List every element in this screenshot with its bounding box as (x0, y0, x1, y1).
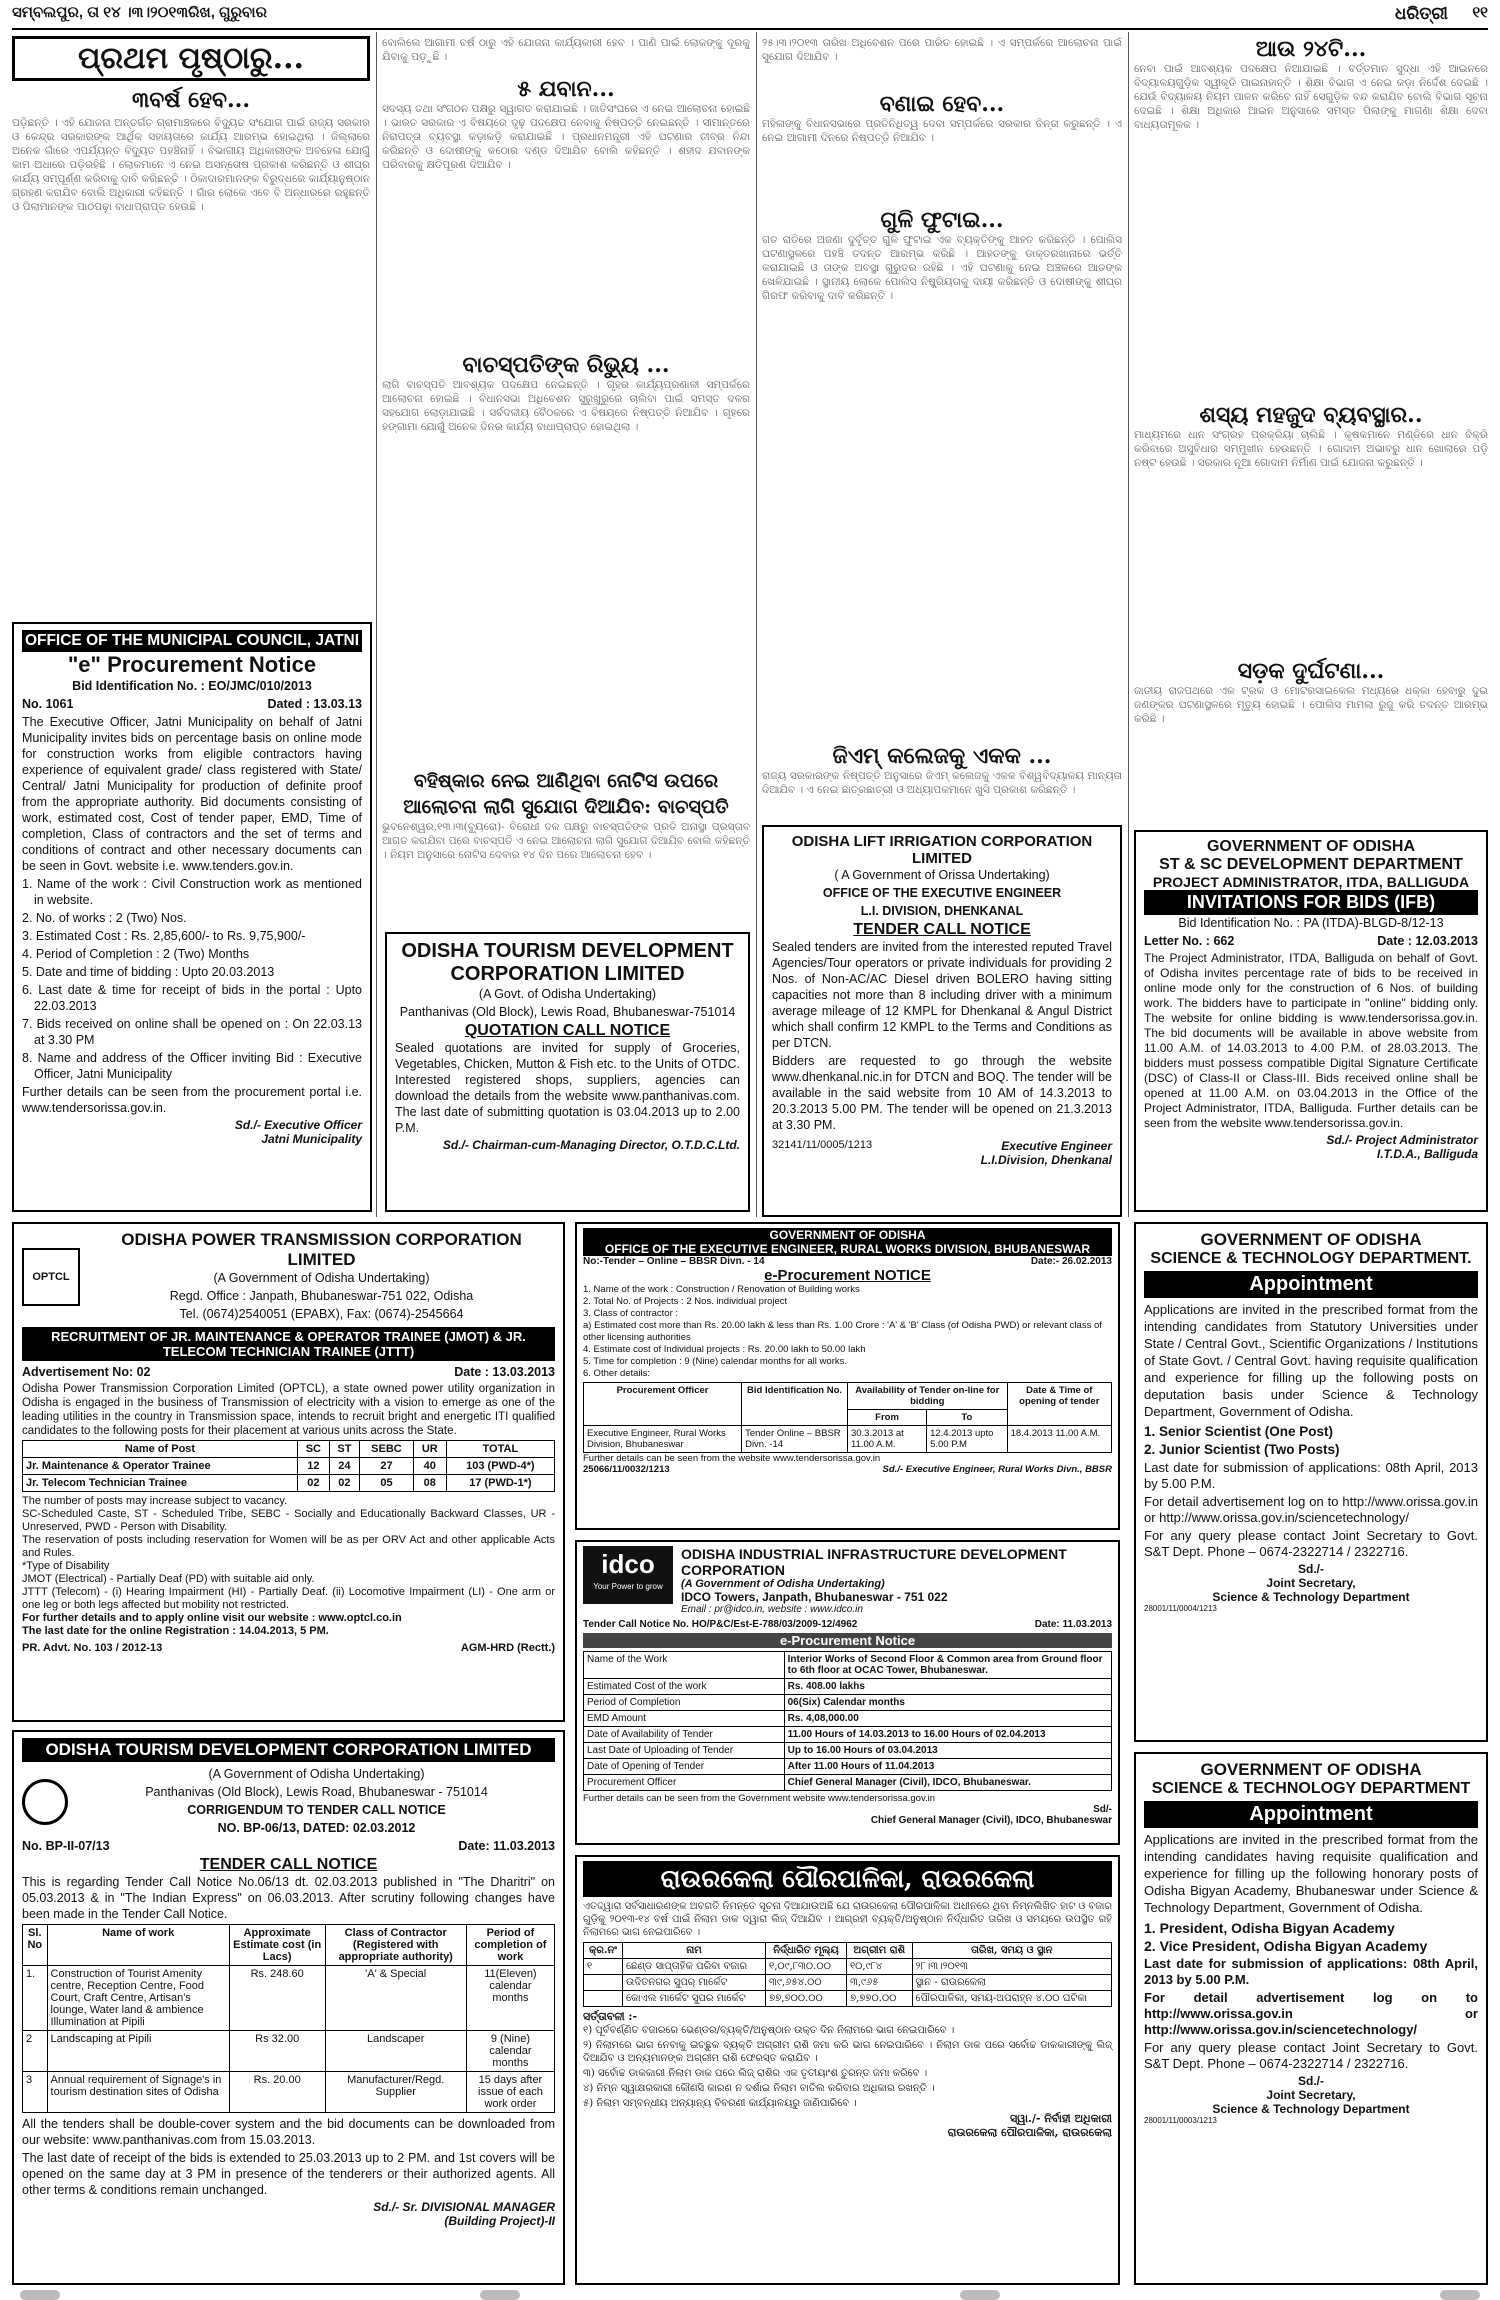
optcl-th: TOTAL (446, 1441, 554, 1458)
optcl-note: For further details and to apply online visit our website : www.optcl.co.in (22, 1612, 402, 1624)
col2-body0: ବୋଲିଲେ ଆଗାମୀ ବର୍ଷ ଠାରୁ ଏହି ଯୋଜନା କାର୍ଯ୍ୟକାରୀ ହେବ । ପାଣି ପାଇଁ ଲୋକଙ୍କୁ ଦୂରକୁ ଯିବାକୁ ପଡ଼ୁଛି । (382, 37, 750, 63)
table-cell: ପୌରପାଳିକା, ସମୟ-ଅପରାହ୍ନ ୪.୦୦ ଘଟିକା (912, 1991, 1111, 2007)
idco-label: Date of Opening of Tender (584, 1759, 785, 1775)
st1-sign-3: Science & Technology Department (1212, 1590, 1410, 1604)
otdc-body: Sealed quotations are invited for supply of Groceries, Vegetables, Chicken, Mutton & Fish etc. to the Units of OTDC. Interested registered shops, suppliers, agencies can download the details from the website www.panthanivas.com. The last date of submitting quotation is 03.04.2013 up to 2.00 P.M. (395, 1041, 740, 1135)
optcl-tel: Tel. (0674)2540051 (EPABX), Fax: (0674)-2545664 (179, 1307, 464, 1321)
st1-post-2: 2. Junior Scientist (Two Posts) (1144, 1442, 1340, 1457)
optcl-note: The last date for the online Registration : 14.04.2013, 5 PM. (22, 1625, 329, 1637)
col3-body1: ମହିଳାଙ୍କୁ ବିଧାନସଭାରେ ପ୍ରତିନିଧିତ୍ୱ ଦେବା ସମ୍ପର୍କରେ ସରକାର ଚିନ୍ତା କରୁଛନ୍ତି । ଏ ନେଇ ଆଗାମୀ ଦିନରେ ନିଷ୍ପତ୍ତି ନିଆଯିବ । (762, 118, 1122, 144)
st2-sign-2: Joint Secretary, (1266, 2088, 1356, 2102)
table-cell: ୭୭,୭୦୦.୦୦ (766, 1991, 847, 2007)
col2-body2: ଲାଗି ବାଚସ୍ପତି ଆବଶ୍ୟକ ପଦକ୍ଷେପ ନେଇଛନ୍ତି । ଗୃହର କାର୍ଯ୍ୟପ୍ରଣାଳୀ ସମ୍ପର୍କରେ ଆଲୋଚନା ହୋଇଛି । ବିଧାନସଭା ଅଧିବେଶନ ସୁରୁଖୁରୁରେ ଚାଲିବା ପାଇଁ ସମସ୍ତ ଦଳର ସହଯୋଗ ଲୋଡ଼ାଯାଇଛି । ସର୍ବଦଳୀୟ ବୈଠକରେ ଏ ବିଷୟରେ ନିଷ୍ପତ୍ତି ନିଆଯିବ । ଗୃହରେ ହଙ୍ଗାମା ଯୋଗୁଁ ଅନେକ ଦିନର କାର୍ଯ୍ୟ ବାଧାପ୍ରାପ୍ତ ହୋଇଥିଲା । (382, 379, 750, 433)
rw-item: 3. Class of contractor : (583, 1308, 679, 1319)
optcl-note: JTTT (Telecom) - (i) Hearing Impairment (HI) - Partially Deaf. (ii) Locomotive Impairment (LI) - One arm or one leg or both legs affected but mobility not restricted. (22, 1586, 555, 1611)
st2-post-2: 2. Vice President, Odisha Bigyan Academy (1144, 1938, 1428, 1954)
column-1 (12, 36, 370, 616)
table-row (584, 1727, 1112, 1743)
st1-org2: SCIENCE & TECHNOLOGY DEPARTMENT. (1150, 1250, 1472, 1267)
table-cell: 40 (413, 1458, 446, 1475)
jatni-bid-id: Bid Identification No. : EO/JMC/010/2013 (72, 679, 312, 693)
optcl-sign: AGM-HRD (Rectt.) (460, 1642, 555, 1654)
rkl-th: ତାରିଖ, ସମୟ ଓ ସ୍ଥାନ (912, 1943, 1111, 1959)
table-row (23, 2031, 555, 2072)
jatni-municipal-notice (12, 622, 372, 1212)
otdc2-header-row (23, 1925, 555, 1966)
otdc2-th: Period of completion of work (466, 1925, 554, 1966)
rkl-condition: ୪) ନିମ୍ନ ସ୍ୱାକ୍ଷରକାରୀ କୌଣସି କାରଣ ନ ଦର୍ଶାଇ ନିଲାମ ବାତିଲ କରିବାର ଅଧିକାର ରଖନ୍ତି । (583, 2083, 935, 2094)
lift-title: TENDER CALL NOTICE (853, 921, 1031, 938)
table-cell: ସ୍ଥାନ - ରାଉରକେଲା (912, 1975, 1111, 1991)
st1-org1: GOVERNMENT OF ODISHA (1200, 1230, 1422, 1249)
headline-expulsion-notice: ବହିଷ୍କାର ନେଇ ଆଣିଥିବା ନୋଟିସ ଉପରେ ଆଲୋଚନା ଲାଗି ସୁଯୋଗ ଦିଆଯିବ: ବାଚସ୍ପତି (403, 770, 729, 818)
front-page-continued-title: ପ୍ରଥମ ପୃଷ୍ଠାରୁ... (12, 36, 370, 81)
otdc2-b1: All the tenders shall be double-cover system and the bid documents can be downloaded from our website: www.panthanivas.com from 15.03.2013. (22, 2117, 555, 2147)
table-row (584, 1679, 1112, 1695)
optcl-adv: Advertisement No: 02 (22, 1365, 151, 1379)
lift-sub: ( A Government of Orissa Undertaking) (834, 868, 1050, 882)
rkl-th: କ୍ର.ନଂ (584, 1943, 623, 1959)
table-cell: Manufacturer/Regd. Supplier (325, 2072, 466, 2113)
table-cell: 12 (297, 1458, 329, 1475)
col3-body0: ୨୫।୩।୨୦୧୩ ତାରିଖ ଅଧିବେଶନ ପରେ ପାରିତ ହୋଇଛି । ଏ ସମ୍ପର୍କରେ ଆଲୋଚନା ପାଇଁ ସୁଯୋଗ ଦିଆଯିବ । (762, 37, 1122, 63)
rkl-th: ନିର୍ଦ୍ଧାରିତ ମୂଲ୍ୟ (766, 1943, 847, 1959)
itda-org2: ST & SC DEVELOPMENT DEPARTMENT (1159, 856, 1463, 873)
idco-value: Interior Works of Second Floor & Common area from Ground floor to 6th floor at OCAC Tower, Bhubaneswar. (784, 1652, 1111, 1679)
idco-label: EMD Amount (584, 1711, 785, 1727)
table-cell: ଉଦିତନଗର ସୁପର୍ ମାର୍କେଟ (623, 1975, 766, 1991)
jatni-dated: Dated : 13.03.13 (267, 697, 362, 711)
headline-5-jawans: ୫ ଯବାନ... (517, 76, 615, 102)
idco-title: e-Procurement Notice (583, 1633, 1112, 1648)
table-cell: 3 (23, 2072, 48, 2113)
jatni-item: 3. Estimated Cost : Rs. 2,85,600/- to Rs. 9,75,900/- (22, 929, 306, 943)
rw-sign: Sd./- Executive Engineer, Rural Works Divn., BBSR (882, 1464, 1112, 1475)
otdc2-th: Class of Contractor (Registered with appropriate authority) (325, 1925, 466, 1966)
table-cell: Construction of Tourist Amenity centre, Reception Centre, Food Court, Craft Centre, Artisan's lounge, Water land & ambience Illumination at Pipili (47, 1966, 229, 2031)
itda-org1: GOVERNMENT OF ODISHA (1206, 838, 1415, 855)
optcl-padv: PR. Advt. No. 103 / 2012-13 (22, 1642, 163, 1654)
table-row (584, 1775, 1112, 1791)
page-number: ୧୧ (1472, 4, 1488, 21)
column-2 (382, 36, 750, 880)
jatni-sign-2: Jatni Municipality (261, 1132, 362, 1146)
jatni-items (22, 876, 362, 1082)
column-4 (1134, 36, 1488, 779)
rw-date: Date:- 26.02.2013 (1030, 1256, 1112, 1267)
lift-org: ODISHA LIFT IRRIGATION CORPORATION LIMITED (791, 833, 1093, 867)
otdc-sign: Sd./- Chairman-cum-Managing Director, O.T.D.C.Ltd. (442, 1138, 740, 1152)
table-cell: 1. (23, 1966, 48, 2031)
rkl-condition: ୫) ନିଲାମ ସମ୍ବନ୍ଧୀୟ ଅନ୍ୟାନ୍ୟ ବିବରଣୀ କାର୍ଯ୍ୟାଳୟରୁ ଜାଣିପାରିବେ । (583, 2098, 857, 2109)
col2-body1: ସଦସ୍ୟ ତଥା ସଂଗଠନ ପକ୍ଷରୁ ସ୍ୱାଗତ କରାଯାଇଛି । ଜାତିସଂଘରେ ଏ ନେଇ ଆଲୋଚନା ହୋଇଛି । ଭାରତ ସରକାର ଏ ବିଷୟରେ ଦୃଢ଼ ପଦକ୍ଷେପ ନେବାକୁ ନିଷ୍ପତ୍ତି ନେଇଛନ୍ତି । ସୀମାନ୍ତରେ ନିରାପତ୍ତା ବ୍ୟବସ୍ଥା କଡ଼ାକଡ଼ି କରାଯାଇଛି । ପ୍ରଧାନମନ୍ତ୍ରୀ ଏହି ଘଟଣାର ତୀବ୍ର ନିନ୍ଦା କରିଛନ୍ତି ଓ ଦୋଷୀଙ୍କୁ କଠୋର ଦଣ୍ଡ ଦିଆଯିବ ବୋଲି କହିଛନ୍ତି । ଶହୀଦ ଯବାନଙ୍କ ପରିବାରକୁ କ୍ଷତିପୂରଣ ଦିଆଯିବ । (382, 103, 750, 171)
column-separator (1128, 32, 1129, 1217)
table-cell: 08 (413, 1475, 446, 1492)
headline-grain-storage: ଶସ୍ୟ ମହଜୁଦ ବ୍ୟବସ୍ଥାର.. (1199, 402, 1423, 428)
rkl-condition: ୩) ସର୍ବୋଚ୍ଚ ଡାକକାରୀ ନିଲାମ ଡାକ ପରେ ଲିଜ୍ ରାଶିର ଏକ ତୃତୀୟାଂଶ ତୁରନ୍ତ ଜମା କରିବେ । (583, 2068, 928, 2079)
col3-body3: ରାଜ୍ୟ ସରକାରଙ୍କ ନିଷ୍ପତ୍ତି ଅନୁସାରେ ଜିଏମ୍ କଲେଜକୁ ଏକକ ବିଶ୍ୱବିଦ୍ୟାଳୟ ମାନ୍ୟତା ଦିଆଯିବ । ଏ ନେଇ ଛାତ୍ରଛାତ୍ରୀ ଓ ଅଧ୍ୟାପକମାନେ ଖୁସି ପ୍ରକାଶ କରିଛନ୍ତି । (762, 770, 1122, 796)
table-row (584, 1759, 1112, 1775)
headline-gm-college: ଜିଏମ୍ କଲେଜକୁ ଏକକ ... (832, 743, 1052, 769)
optcl-th: SC (297, 1441, 329, 1458)
jatni-title: "e" Procurement Notice (67, 652, 317, 677)
otdc-title: QUOTATION CALL NOTICE (464, 1022, 671, 1039)
jatni-item: 1. Name of the work : Civil Construction work as mentioned in website. (22, 877, 362, 907)
idco-sign-1: Sd/- (1093, 1804, 1112, 1815)
column-separator (756, 32, 757, 1217)
table-row (23, 2072, 555, 2113)
jatni-org: OFFICE OF THE MUNICIPAL COUNCIL, JATNI (22, 630, 362, 652)
table-cell: Rs. 248.60 (229, 1966, 325, 2031)
footer-strip (0, 2290, 1500, 2300)
otdc-corrigendum-notice (12, 1730, 565, 2285)
rw-no: No:-Tender – Online – BBSR Divn. - 14 (583, 1256, 765, 1267)
col4-body2: ମାଧ୍ୟମରେ ଧାନ ସଂଗ୍ରହ ପ୍ରକ୍ରିୟା ଚାଲିଛି । କୃଷକମାନେ ମଣ୍ଡିରେ ଧାନ ବିକ୍ରି କରିବାରେ ଅସୁବିଧାର ସମ୍ମୁଖୀନ ହେଉଛନ୍ତି । ଗୋଦାମ ଅଭାବରୁ ଧାନ ଖୋଲାରେ ପଡ଼ି ନଷ୍ଟ ହେଉଛି । ସରକାର ନୂଆ ଗୋଦାମ ନିର୍ମାଣ ପାଇଁ ଯୋଜନା କରୁଛନ୍ତି । (1134, 429, 1488, 469)
itda-org3: PROJECT ADMINISTRATOR, ITDA, BALLIGUDA (1152, 874, 1470, 890)
rw-ref: 25066/11/0032/1213 (583, 1464, 670, 1475)
rw-org2: OFFICE OF THE EXECUTIVE ENGINEER, RURAL WORKS DIVISION, BHUBANESWAR (604, 1242, 1091, 1256)
table-row (23, 1458, 555, 1475)
rw-item: a) Estimated cost more than Rs. 20.00 lakh & less than Rs. 1.00 Crore : 'A' & 'B' Class (of Odisha PWD) or relevant class of other licensing authorities (583, 1320, 1102, 1343)
table-cell: 02 (329, 1475, 359, 1492)
idco-email: Email : pr@idco.in, website : www.idco.in (681, 1604, 863, 1615)
col3-body2: ଗତ ରାତିରେ ଅଜଣା ଦୁର୍ବୃତ୍ତ ଗୁଳି ଫୁଟାଇ ଏକ ବ୍ୟକ୍ତିଙ୍କୁ ଆହତ କରିଛନ୍ତି । ପୋଲିସ ଘଟଣାସ୍ଥଳରେ ପହଞ୍ଚି ତଦନ୍ତ ଆରମ୍ଭ କରିଛି । ଆହତଙ୍କୁ ଡାକ୍ତରଖାନାରେ ଭର୍ତ୍ତି କରାଯାଇଛି ଓ ତାଙ୍କ ଅବସ୍ଥା ଗୁରୁତର ରହିଛି । ଏହି ଘଟଣାକୁ ନେଇ ଅଞ୍ଚଳରେ ଆତଙ୍କ ଖେଳିଯାଇଛି । ସ୍ଥାନୀୟ ଲୋକେ ପୋଲିସ ନିଷ୍କ୍ରିୟତାକୁ ଦାୟୀ କରିଛନ୍ତି ଓ ଦୋଷୀଙ୍କୁ ଶୀଘ୍ର ଗିରଫ କରିବାକୁ ଦାବି କରିଛନ୍ତି । (762, 234, 1122, 302)
rw-td-3: 12.4.2013 upto 5.00 P.M (927, 1426, 1007, 1453)
rw-td-4: 18.4.2013 11.00 A.M. (1007, 1426, 1111, 1453)
table-cell: 11(Eleven) calendar months (466, 1966, 554, 2031)
st1-detail: For detail advertisement log on to http://www.orissa.gov.in or http://www.orissa.gov.in/sciencetechnology/ (1144, 1494, 1478, 1525)
table-row (23, 1475, 555, 1492)
table-row (584, 1652, 1112, 1679)
headline-24-more: ଆଉ ୨୪ଟି... (1255, 36, 1367, 62)
idco-value: Up to 16.00 Hours of 03.04.2013 (784, 1743, 1111, 1759)
idco-org: ODISHA INDUSTRIAL INFRASTRUCTURE DEVELOPMENT CORPORATION (681, 1546, 1067, 1578)
table-cell: 24 (329, 1458, 359, 1475)
table-cell: Jr. Maintenance & Operator Trainee (23, 1458, 298, 1475)
optcl-sub: (A Government of Odisha Undertaking) (213, 1271, 430, 1285)
table-row (584, 1975, 1112, 1991)
st2-org1: GOVERNMENT OF ODISHA (1200, 1760, 1422, 1779)
st1-last: Last date for submission of applications: 08th April, 2013 by 5.00 P.M. (1144, 1460, 1478, 1491)
table-row (23, 1966, 555, 2031)
table-cell: 9 (Nine) calendar months (466, 2031, 554, 2072)
otdc2-sub: (A Government of Odisha Undertaking) (208, 1767, 425, 1781)
idco-label: Procurement Officer (584, 1775, 785, 1791)
rkl-conditions (583, 2024, 1112, 2110)
rw-td-0: Executive Engineer, Rural Works Division, Bhubaneswar (584, 1426, 742, 1453)
itda-ifb-notice (1134, 830, 1488, 1212)
rural-works-notice (575, 1222, 1120, 1530)
rw-td-2: 30.3.2013 at 11.00 A.M. (847, 1426, 926, 1453)
otdc-org: ODISHA TOURISM DEVELOPMENT CORPORATION LIMITED (401, 940, 734, 985)
rw-item: 5. Time for completion : 9 (Nine) calendar months for all works. (583, 1356, 847, 1367)
table-cell: କୋଏଲ ମାର୍କେଟ ସୁପର ମାର୍କେଟ (623, 1991, 766, 2007)
optcl-note: The number of posts may increase subject to vacancy. (22, 1495, 288, 1507)
table-cell: Jr. Telecom Technician Trainee (23, 1475, 298, 1492)
otdc2-sign-2: (Building Project)-II (444, 2214, 555, 2228)
newspaper-logo: ଧରିତ୍ରୀ (1394, 4, 1448, 24)
jatni-item: 6. Last date & time for receipt of bids in the portal : Upto 22.03.2013 (22, 983, 362, 1013)
jatni-item: 4. Period of Completion : 2 (Two) Months (22, 947, 250, 961)
itda-letter: Letter No. : 662 (1144, 934, 1235, 948)
st2-sign-3: Science & Technology Department (1212, 2102, 1410, 2116)
idco-sub: (A Government of Odisha Undertaking) (681, 1578, 885, 1590)
optcl-posts-table (22, 1440, 555, 1492)
rw-th-0: Procurement Officer (584, 1383, 742, 1426)
optcl-recruitment-notice (12, 1222, 565, 1722)
st2-body: Applications are invited in the prescribed format from the intending candidates having requisite qualification and experience for filling up the following honorary posts of Odisha Bigyan Academy, Bhubaneswar under Science & Technology Department, Government of Odisha. (1144, 1832, 1478, 1915)
otdc2-works-table (22, 1924, 555, 2113)
otdc2-title: TENDER CALL NOTICE (199, 1856, 378, 1873)
rw-th-3: To (927, 1410, 1007, 1426)
article-body: ପଡ଼ିଛନ୍ତି । ଏହି ଯୋଜନା ଅନ୍ତର୍ଗତ ଗ୍ରାମାଞ୍ଚଳରେ ବିଦ୍ୟୁତ ସଂଯୋଗ ପାଇଁ ରାଜ୍ୟ ସରକାର ଓ କେନ୍ଦ୍ର ସରକାରଙ୍କ ଆର୍ଥିକ ସହାୟତାରେ କାର୍ଯ୍ୟ ଆରମ୍ଭ ହୋଇଥିଲା । ଜିଲ୍ଲାରେ ଅନେକ ଗାଁରେ ଏପର୍ଯ୍ୟନ୍ତ ବିଦ୍ୟୁତ ପହଞ୍ଚିନାହିଁ । ବିଭାଗୀୟ ଅଧିକାରୀଙ୍କ ଅବହେଳା ଯୋଗୁଁ କାମ ଅଧାରେ ପଡ଼ିରହିଛି । ଲୋକମାନେ ଏ ନେଇ ଅସନ୍ତୋଷ ପ୍ରକାଶ କରିଛନ୍ତି ଓ ଶୀଘ୍ର କାର୍ଯ୍ୟ ସମ୍ପୂର୍ଣ୍ଣ କରିବାକୁ ଦାବି କରିଛନ୍ତି । ଠିକାଦାରମାନଙ୍କ ବିରୁଦ୍ଧରେ କାର୍ଯ୍ୟାନୁଷ୍ଠାନ ଗ୍ରହଣ କରାଯିବ ବୋଲି ଅଧିକାରୀ କହିଛନ୍ତି । ଗାଁର ଲୋକେ ଏବେ ବି ଅନ୍ଧାରରେ ରହୁଛନ୍ତି ଓ ପିଲାମାନଙ୍କ ପାଠପଢ଼ା ବାଧାପ୍ରାପ୍ତ ହେଉଛି । (12, 117, 370, 213)
otdc2-date: Date: 11.03.2013 (458, 1839, 555, 1853)
idco-value: Chief General Manager (Civil), IDCO, Bhubaneswar. (784, 1775, 1111, 1791)
st2-query: For any query please contact Joint Secretary to Govt. S&T Dept. Phone – 0674-2322714 / 2322716. (1144, 2040, 1478, 2071)
idco-label: Period of Completion (584, 1695, 785, 1711)
table-cell: 103 (PWD-4*) (446, 1458, 554, 1475)
lift-sign-2: L.I.Division, Dhenkanal (980, 1153, 1112, 1167)
rkl-intro: ଏତଦ୍ଦ୍ୱାରା ସର୍ବସାଧାରଣଙ୍କ ଅବଗତି ନିମନ୍ତେ ସୂଚନା ଦିଆଯାଉଅଛି ଯେ ରାଉରକେଲା ପୌରପାଳିକା ଅଧୀନରେ ଥିବା ନିମ୍ନଲିଖିତ ହାଟ ଓ ବଜାର ଗୁଡ଼ିକୁ ୨୦୧୩-୧୪ ବର୍ଷ ପାଇଁ ନିଲାମ ଡାକ ଦ୍ୱାରା ଲିଜ୍ ଦିଆଯିବ । ଆଗ୍ରହୀ ବ୍ୟକ୍ତି/ଅନୁଷ୍ଠାନ ନିର୍ଦ୍ଧାରିତ ତାରିଖ ଓ ସମୟରେ ଉପସ୍ଥିତ ରହି ନିଲାମରେ ଭାଗ ନେଇପାରିବେ । (583, 1901, 1112, 1938)
rw-table (583, 1382, 1112, 1453)
rkl-table (583, 1942, 1112, 2007)
otdc-addr: Panthanivas (Old Block), Lewis Road, Bhubaneswar-751014 (399, 1005, 736, 1019)
table-cell: ୩୯,୬୫୪.୦୦ (766, 1975, 847, 1991)
column-3 (762, 36, 1122, 854)
itda-date: Date : 12.03.2013 (1377, 934, 1478, 948)
rw-th-1: Bid Identification No. (742, 1383, 848, 1426)
optcl-note: SC-Scheduled Caste, ST - Scheduled Tribe, SEBC - Socially and Educationally Backward Classes, UR - Unreserved, PWD - Person with Disability. (22, 1508, 555, 1533)
lift-sign-1: Executive Engineer (1001, 1139, 1112, 1153)
headline-speaker-review: ବାଚସ୍ପତିଙ୍କ ରିଭ୍ୟୁ ... (462, 352, 670, 378)
lift-office: OFFICE OF THE EXECUTIVE ENGINEER (822, 886, 1062, 900)
table-cell: ୩,୯୬୫ (846, 1975, 912, 1991)
st-appointment-notice-2 (1134, 1752, 1488, 2285)
optcl-th: UR (413, 1441, 446, 1458)
table-cell: 17 (PWD-1*) (446, 1475, 554, 1492)
idco-notice (575, 1540, 1120, 1845)
otdc2-th: Approximate Estimate cost (in Lacs) (229, 1925, 325, 1966)
idco-label: Name of the Work (584, 1652, 785, 1679)
optcl-th: ST (329, 1441, 359, 1458)
idco-tag: Your Power to grow (593, 1582, 663, 1591)
table-cell: ୧୦,୯୮୪ (846, 1959, 912, 1975)
lift-ref: 32141/11/0005/1213 (772, 1139, 873, 1151)
table-cell: 2 (23, 2031, 48, 2072)
st1-title: Appointment (1144, 1271, 1478, 1298)
rkl-sign-1: ସ୍ୱା./- ନିର୍ବାହୀ ଅଧିକାରୀ (1010, 2112, 1112, 2125)
headline-gunshot: ଗୁଳି ଫୁଟାଇ... (880, 207, 1004, 233)
idco-addr: IDCO Towers, Janpath, Bhubaneswar - 751 022 (681, 1590, 948, 1604)
table-cell: 02 (297, 1475, 329, 1492)
dateline: ସମ୍ବଲପୁର, ତା ୧୪ ।୩।୨୦୧୩ରିଖ, ଗୁରୁବାର (12, 4, 267, 21)
idco-further: Further details can be seen from the Government website www.tendersorissa.gov.in (583, 1793, 936, 1804)
otdc2-no: No. BP-II-07/13 (22, 1839, 110, 1853)
itda-title: INVITATIONS FOR BIDS (IFB) (1144, 890, 1478, 915)
jatni-further: Further details can be seen from the procurement portal i.e. www.tendersorissa.gov.in. (22, 1085, 362, 1115)
page-header (12, 4, 1488, 26)
table-cell: ଛେଣ୍ଡ ସାପ୍ତାହିକ ପରିବା ବଜାର (623, 1959, 766, 1975)
table-row (584, 1991, 1112, 2007)
jatni-item: 8. Name and address of the Officer inviting Bid : Executive Officer, Jatni Municipality (22, 1051, 362, 1081)
optcl-org: ODISHA POWER TRANSMISSION CORPORATION LIMITED (121, 1230, 522, 1269)
lift-body2: Bidders are requested to go through the website www.dhenkanal.nic.in for DTCN and BOQ. The tender will be available in the said website from 10 AM of 14.3.2013 to 20.3.2013 5.00 PM. The tender will be opened on 21.3.2013 at 3.30 PM. (772, 1054, 1112, 1132)
table-cell: 'A' & Special (325, 1966, 466, 2031)
optcl-note: *Type of Disability (22, 1560, 110, 1572)
table-cell: ୧ (584, 1959, 623, 1975)
rw-title: e-Procurement NOTICE (764, 1267, 931, 1284)
column-separator (376, 32, 377, 1217)
st1-query: For any query please contact Joint Secretary to Govt. S&T Dept. Phone – 0674-2322714 / 2322716. (1144, 1528, 1478, 1559)
table-cell: ୧,୦୯,୮୩୦.୦୦ (766, 1959, 847, 1975)
rkl-header-row (584, 1943, 1112, 1959)
rkl-title: ରାଉରକେଲା ପୌରପାଳିକା, ରାଉରକେଲା (583, 1861, 1112, 1897)
idco-value: After 11.00 Hours of 11.04.2013 (784, 1759, 1111, 1775)
col4-body1: ନେବା ପାଇଁ ଆବଶ୍ୟକ ପଦକ୍ଷେପ ନିଆଯାଇଛି । ବର୍ତ୍ତମାନ ସୁଦ୍ଧା ଏହି ଆଇନରେ ବିଦ୍ୟାଳୟଗୁଡ଼ିକ ସ୍ୱୀକୃତି ପାଇନାହାନ୍ତି । ଶିକ୍ଷା ବିଭାଗ ଏ ନେଇ କଡ଼ା ନିର୍ଦ୍ଦେଶ ଦେଇଛି । ଯେଉଁ ବିଦ୍ୟାଳୟ ନିୟମ ପାଳନ କରିବେ ନାହିଁ ସେଗୁଡ଼ିକ ବନ୍ଦ କରାଯିବ ବୋଲି ବିଭାଗ ସୂଚନା ଦେଇଛି । ଶିକ୍ଷା ଅଧିକାର ଆଇନ ଅନୁସାରେ ସମସ୍ତ ପିଲାଙ୍କୁ ମାଗଣା ଶିକ୍ଷା ଦେବା ବାଧ୍ୟତାମୂଳକ । (1134, 63, 1488, 131)
rw-item: 4. Estimate cost of Individual projects : Rs. 20.00 lakh to 50.00 lakh (583, 1344, 866, 1355)
lift-body: Sealed tenders are invited from the interested reputed Travel Agencies/Tour operators or private individuals for providing 2 Nos. of Non-AC/AC Diesel driven BOLERO having sitting capacities not more than 8 including driver with a minimum average mileage of 12 KMPL for Dhenkanal & Angul District which shall confirm 12 KMPL to the Terms and Conditions as per DTCN. (772, 940, 1112, 1050)
table-cell: Landscaping at Pipili (47, 2031, 229, 2072)
rkl-condition: ୧) ପୂର୍ବବର୍ଣ୍ଣିତ ବଜାରରେ ଭେଣ୍ଡର/ବ୍ୟକ୍ତି/ଅନୁଷ୍ଠାନ ଉକ୍ତ ଦିନ ନିଲାମରେ ଭାଗ ନେଇପାରିବେ । (583, 2025, 955, 2036)
idco-value: 11.00 Hours of 14.03.2013 to 16.00 Hours of 02.04.2013 (784, 1727, 1111, 1743)
rw-item: 2. Total No. of Projects : 2 Nos. individual project (583, 1296, 788, 1307)
idco-sign-2: Chief General Manager (Civil), IDCO, Bhubaneswar (870, 1815, 1112, 1826)
otdc2-th: Name of work (47, 1925, 229, 1966)
headline-road-accident: ସଡ଼କ ଦୁର୍ଘଟଣା... (1237, 658, 1385, 684)
table-cell: 05 (360, 1475, 414, 1492)
idco-label: Date of Availability of Tender (584, 1727, 785, 1743)
otdc2-b2: The last date of receipt of the bids is extended to 25.03.2013 up to 2 PM. and 1st covers will be opened on the same day at 3 PM in presence of the tenderers or their authorized agents. All other terms & conditions remain unchanged. (22, 2151, 555, 2197)
optcl-body: Odisha Power Transmission Corporation Limited (OPTCL), a state owned power utility organization in Odisha is engaged in the business of Transmission of electricity with a vision to emerge as one of the leading utilities in the country in Transmission space, intends to recruit bright and energetic ITI qualified candidates to the following posts for their placement at various units across the State. (22, 1383, 555, 1437)
rw-further: Further details can be seen from the website www.tendersorissa.gov.in (583, 1453, 881, 1464)
table-cell: Rs 32.00 (229, 2031, 325, 2072)
idco-notice-no: Tender Call Notice No. HO/P&C/Est-E-788/03/2009-12/4962 (583, 1619, 858, 1630)
rourkela-municipality-notice (575, 1855, 1120, 2285)
idco-logo: idco (601, 1549, 655, 1579)
jatni-item: 7. Bids received on online shall be opened on : On 22.03.13 at 3.30 PM (22, 1017, 362, 1047)
lift-div: L.I. DIVISION, DHENKANAL (860, 904, 1024, 918)
jatni-sign-1: Sd./- Executive Officer (234, 1118, 362, 1132)
st1-sign-2: Joint Secretary, (1266, 1576, 1356, 1590)
rw-org1: GOVERNMENT OF ODISHA (769, 1228, 926, 1242)
headline-will-make: ବଣାଇ ହେବ... (879, 91, 1005, 117)
otdc2-ref: NO. BP-06/13, DATED: 02.03.2012 (217, 1821, 416, 1835)
optcl-addr: Regd. Office : Janpath, Bhubaneswar-751 022, Odisha (169, 1289, 474, 1303)
table-cell: ୨୮।୩।୨୦୧୩ (912, 1959, 1111, 1975)
otdc-sub: (A Govt. of Odisha Undertaking) (478, 987, 657, 1001)
otdc-quotation-notice (385, 932, 750, 1212)
otdc2-addr: Panthanivas (Old Block), Lewis Road, Bhubaneswar - 751014 (145, 1785, 488, 1799)
otdc2-sign-1: Sd./- Sr. DIVISIONAL MANAGER (373, 2200, 555, 2214)
table-cell: Landscaper (325, 2031, 466, 2072)
idco-value: Rs. 4,08,000.00 (784, 1711, 1111, 1727)
optcl-date: Date : 13.03.2013 (454, 1365, 555, 1379)
itda-sign-1: Sd./- Project Administrator (1326, 1133, 1478, 1147)
col4-body3: ଜାତୀୟ ରାଜପଥରେ ଏକ ଟ୍ରକ ଓ ମୋଟରସାଇକେଲ ମଧ୍ୟରେ ଧକ୍କା ହେବାରୁ ଦୁଇ ଜଣଙ୍କର ଘଟଣାସ୍ଥଳରେ ମୃତ୍ୟୁ ହୋଇଛି । ପୋଲିସ ମାମଲା ରୁଜୁ କରି ତଦନ୍ତ ଆରମ୍ଭ କରିଛି । (1134, 685, 1488, 725)
col2-body3: ଭୁବନେଶ୍ୱର,୧୩।୩(ବ୍ୟୁରୋ)- ବିରୋଧୀ ଦଳ ପକ୍ଷରୁ ବାଚସ୍ପତିଙ୍କ ପ୍ରତି ଅନାସ୍ଥା ପ୍ରସ୍ତାବ ଆଗତ କରାଯିବା ପରେ ବାଚସ୍ପତି ଏ ନେଇ ଆଲୋଚନା ଲାଗି ସୁଯୋଗ ଦିଆଯିବ ବୋଲି କହିଛନ୍ତି । ନିୟମ ଅନୁସାରେ ନୋଟିସ ଦେବାର ୧୪ ଦିନ ପରେ ଆଲୋଚନା ହେବ । (382, 821, 750, 861)
rw-items (583, 1284, 1112, 1380)
optcl-note: The reservation of posts including reservation for Women will be as per ORV Act and other applicable Acts and Rules. (22, 1534, 555, 1559)
optcl-recruit: RECRUITMENT OF JR. MAINTENANCE & OPERATOR TRAINEE (JMOT) & JR. TELECOM TECHNICIAN TRAINEE (JTTT) (22, 1327, 555, 1361)
otdc2-intro: This is regarding Tender Call Notice No.06/13 dt. 02.03.2013 published in "The Dharitri" on 05.03.2013 & in "The Indian Express" on 06.03.2013. After scrutiny following changes have been made in the Tender Call Notice. (22, 1875, 555, 1921)
st2-sign-1: Sd./- (1298, 2074, 1324, 2088)
lift-irrigation-notice (762, 825, 1122, 1217)
idco-label: Estimated Cost of the work (584, 1679, 785, 1695)
rkl-cond-title: ସର୍ତ୍ତାବଳୀ :- (583, 2010, 638, 2023)
st2-title: Appointment (1144, 1801, 1478, 1828)
idco-table (583, 1651, 1112, 1791)
optcl-th: Name of Post (23, 1441, 298, 1458)
jatni-item: 5. Date and time of bidding : Upto 20.03.2013 (22, 965, 275, 979)
otdc-logo-icon (22, 1779, 68, 1825)
headline-3-years: ୩ବର୍ଷ ହେବ... (131, 87, 251, 113)
st2-post-1: 1. President, Odisha Bigyan Academy (1144, 1920, 1395, 1936)
rkl-condition: ୨) ନିଲାମରେ ଭାଗ ନେବାକୁ ଇଚ୍ଛୁକ ବ୍ୟକ୍ତି ଅଗ୍ରୀମ ରାଶି ଜମା କରି ଭାଗ ନେଇପାରିବେ । ନିଲାମ ଡାକ ପରେ ସର୍ବୋଚ୍ଚ ଡାକକାରୀଙ୍କୁ ଲିଜ୍ ଦିଆଯିବ ଓ ଅନ୍ୟମାନଙ୍କ ଅଗ୍ରୀମ ରାଶି ଫେରସ୍ତ କରାଯିବ । (583, 2040, 1112, 2064)
st2-last: Last date for submission of applications: 08th April, 2013 by 5.00 P.M. (1144, 1956, 1478, 1987)
st1-post-1: 1. Senior Scientist (One Post) (1144, 1424, 1334, 1439)
optcl-notes (22, 1495, 555, 1638)
st-appointment-notice-1 (1134, 1222, 1488, 1742)
rkl-th: ନାମ (623, 1943, 766, 1959)
table-row (584, 1959, 1112, 1975)
table-cell: 15 days after issue of each work order (466, 2072, 554, 2113)
rw-item: 1. Name of the work : Construction / Renovation of Building works (583, 1284, 860, 1295)
itda-body: The Project Administrator, ITDA, Balliguda on behalf of Govt. of Odisha invites percentage rate of bids to be received in online mode only for the construction of 6 Nos. of building work. The bidders have to participate in "online" bidding only. The website for online bidding is www.tendersorissa.gov.in. The bid documents will be available in above website from 11.00 A.M. of 14.03.2013 to 4.00 P.M. of 28.03.2013. The bidders must possess compatible Digital Signature Certificate (DSC) of Class-II or Class-III. Bids received online shall be opened at 11.00 A.M. on 03.04.2013 in the Office of the Project Administrator, ITDA, Balliguda. Further details can be seen from the website www.tendersorissa.gov.in. (1144, 951, 1478, 1130)
optcl-logo: OPTCL (22, 1248, 80, 1306)
table-cell: Annual requirement of Signage's in tourism destination sites of Odisha (47, 2072, 229, 2113)
table-row (584, 1711, 1112, 1727)
itda-sign-2: I.T.D.A., Balliguda (1376, 1147, 1478, 1161)
table-cell: Rs. 20.00 (229, 2072, 325, 2113)
st1-body: Applications are invited in the prescribed format from the intending candidates from Statutory Universities under State / Central Govt., Scientific Organizations / Institutions of State Govt. / Central Govt. having requisite qualification and experience for filling up the following posts on deputation basis under Science & Technology Department, Government of Odisha. (1144, 1302, 1478, 1419)
rw-th-2: From (847, 1410, 926, 1426)
optcl-header-row (23, 1441, 555, 1458)
idco-value: 06(Six) Calendar months (784, 1695, 1111, 1711)
rkl-sign-2: ରାଉରକେଲା ପୌରପାଳିକା, ରାଉରକେଲା (947, 2126, 1112, 2139)
header-rule (12, 28, 1488, 30)
otdc2-org: ODISHA TOURISM DEVELOPMENT CORPORATION LIMITED (22, 1738, 555, 1762)
st2-ref: 28001/11/0003/1213 (1144, 2116, 1217, 2125)
table-row (584, 1743, 1112, 1759)
st1-ref: 28001/11/0004/1213 (1144, 1604, 1217, 1613)
table-cell (584, 1975, 623, 1991)
jatni-no: No. 1061 (22, 697, 74, 711)
table-cell: 27 (360, 1458, 414, 1475)
rw-th-avail: Availability of Tender on-line for bidding (847, 1383, 1007, 1410)
rw-th-4: Date & Time of opening of tender (1007, 1383, 1111, 1426)
idco-date: Date: 11.03.2013 (1034, 1619, 1112, 1630)
rkl-th: ଅଗ୍ରୀମ ରାଶି (846, 1943, 912, 1959)
idco-label: Last Date of Uploading of Tender (584, 1743, 785, 1759)
optcl-note: JMOT (Electrical) - Partially Deaf (PD) with suitable aid only. (22, 1573, 315, 1585)
st1-sign-1: Sd./- (1298, 1562, 1324, 1576)
idco-value: Rs. 408.00 lakhs (784, 1679, 1111, 1695)
otdc2-corr: CORRIGENDUM TO TENDER CALL NOTICE (187, 1803, 446, 1817)
jatni-intro: The Executive Officer, Jatni Municipality on behalf of Jatni Municipality invites bids on percentage basis on online mode for construction works from eligible contractors having experience of equivalent grade/ class registered with State/ Central/ Jatni Municipality for production of definite proof from the appropriate authority. Bid documents consisting of work, estimated cost, Cost of tender paper, EMD, Time of completion, Class of contractors and the set of terms and conditions of contract and other necessary documents can be seen in Govt. website i.e. www.tenders.gov.in. (22, 715, 362, 873)
st2-org2: SCIENCE & TECHNOLOGY DEPARTMENT (1151, 1780, 1471, 1797)
optcl-th: SEBC (360, 1441, 414, 1458)
rw-item: 6. Other details: (583, 1368, 651, 1379)
st2-detail: For detail advertisement log on to http://www.orissa.gov.in or http://www.orissa.gov.in/sciencetechnology/ (1144, 1990, 1478, 2037)
rw-td-1: Tender Online – BBSR Divn. -14 (742, 1426, 848, 1453)
table-cell: ୭,୭୭୦.୦୦ (846, 1991, 912, 2007)
jatni-item: 2. No. of works : 2 (Two) Nos. (22, 911, 187, 925)
table-cell (584, 1991, 623, 2007)
table-row (584, 1695, 1112, 1711)
itda-bid: Bid Identification No. : PA (ITDA)-BLGD-8/12-13 (1178, 916, 1444, 930)
otdc2-th: Sl. No (23, 1925, 48, 1966)
